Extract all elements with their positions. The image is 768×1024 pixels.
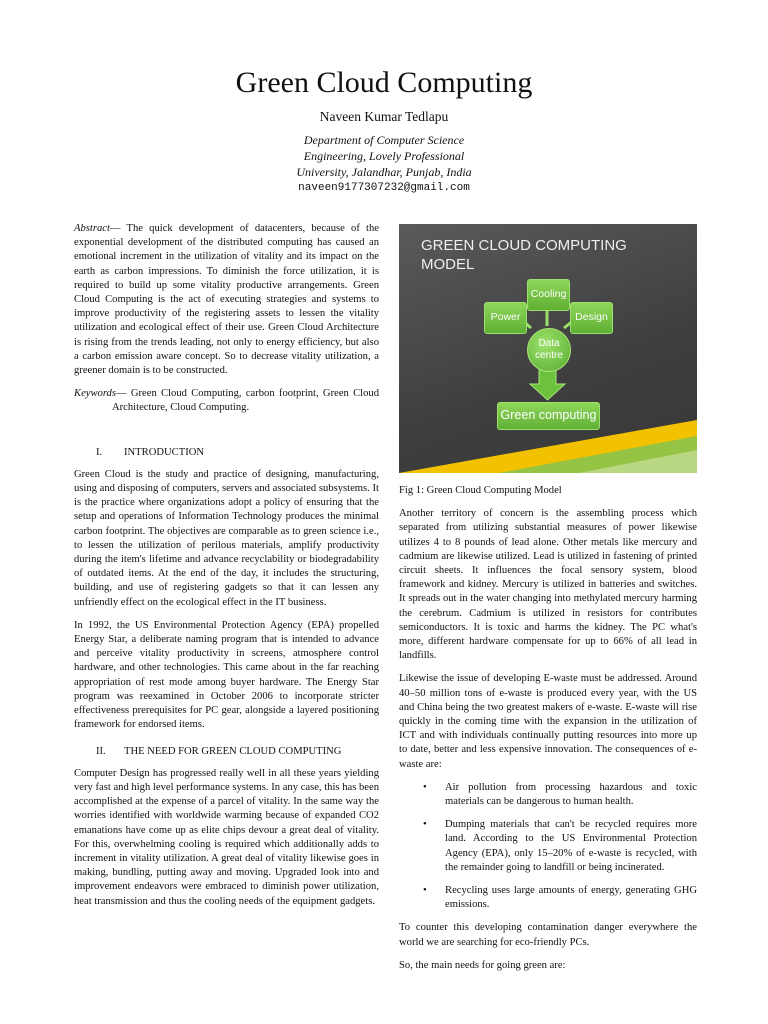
figure-caption: Fig 1: Green Cloud Computing Model [399, 485, 562, 496]
section-heading [74, 745, 379, 759]
paragraph: Computer Design has progressed really well in all these years yielding very fast and high level performance systems. In any case, this has been accomplished at the expense of a parcel of vitality. In the same way the worries identified with worldwide warming because of expanded CO2 emanations have come up as elite chips devour a great deal of vitality. For this, overwhelming cooling is required which additionally adds to increment in vitality utilization. A great deal of vitality likewise goes in making, bundling, putting away and moving. Upgraded look into and improvement endeavors were embraced to diminish power utilization, heat transmission and thus the cooling needs of the equipment gadgets. [74, 767, 379, 907]
list-item: • Air pollution from processing hazardous and toxic materials can be dangerous to human health. [445, 781, 697, 809]
paragraph: Another territory of concern is the assembling process which separated from utilizing substantial measures of power likewise utilizes 4 to 8 pounds of lead alone. Other metals like mercury and cadmium are likewise utilized. Lead is utilized in fastening of printed circuit sheets. It influences the focal sensory system, blood framework and kidney. Mercury is utilized in batteries and switches. It spreads out in the water changing into methylated mercury harming the cerebrum. Cadmium is utilized in resistors for contributes semiconductors. It is toxic and harms the kidney. The PC what's more, different hardware compensate for up to 66% of all lead in landfills. [399, 508, 697, 662]
paragraph: Green Cloud is the study and practice of designing, manufacturing, using and disposing of computers, servers and associated subsystems. It is the practice where organizations adopt a policy of ensuring that the setup and operations of Information Technology produces the minimal carbon footprint. The objectives are comparable as to green science i.e., to lessen the utilization of perilous materials, amplify productivity during the item's lifetime and advance recyclability or biodegradability of outdated items. At the end of the day, it includes the structuring, building, and use of registering gadgets so that it can lessen any unfriendly effect on the ecological effect in the IT business. [74, 468, 379, 608]
affiliation-line: Department of Computer Science [303, 133, 465, 147]
node-green-computing: Green computing [497, 402, 600, 430]
node-power: Power [484, 302, 527, 334]
abstract-text: — The quick development of datacenters, because of the exponential development of the distributed computing has caused an emotional increment in the utilization of vitality and its impact on the earth as carbon impressions. To diminish the force utilization, it is required to build up some vitality productive arrangements. Green Cloud Computing is the act of executing strategies and systems to improve productivity of the registering assets to lessen the vitality utilization and ecological effect of their use. Green Cloud Architecture is rising from the trends leading, not only to energy efficiency, but also a carbon emission aware concept. So to decrease vitality utilization, a greener domain is to be constructed. [74, 223, 379, 377]
list-item: • Recycling uses large amounts of energy, generating GHG emissions. [445, 884, 697, 912]
section-heading [74, 446, 379, 460]
node-label: Data [538, 338, 560, 349]
left-column [74, 222, 379, 918]
section-title: THE NEED FOR GREEN CLOUD COMPUTING [124, 745, 342, 757]
bullet-list [399, 781, 697, 913]
author-name: Naveen Kumar Tedlapu [319, 109, 449, 124]
affiliation-block [0, 132, 768, 196]
node-design: Design [570, 302, 613, 334]
paper-title: Green Cloud Computing [235, 66, 533, 99]
abstract-label: Abstract [74, 223, 110, 234]
keywords [74, 387, 379, 415]
figure-green-cloud-model [399, 224, 697, 473]
list-item: • Dumping materials that can't be recycled requires more land. According to the US Environmental Protection Agency (EPA), only 15–20% of e-waste is recycled, with the remainder going to landfill or being incinerated. [445, 818, 697, 875]
keywords-label: Keywords [74, 388, 116, 400]
author-email: naveen9177307232@gmail.com [298, 182, 470, 194]
right-column [399, 484, 697, 982]
figure-title-line: GREEN CLOUD COMPUTING [421, 237, 627, 254]
section-number: II. [96, 745, 106, 757]
paragraph: So, the main needs for going green are: [399, 959, 566, 971]
affiliation-line: University, Jalandhar, Punjab, India [296, 165, 472, 179]
node-data-centre [527, 328, 571, 372]
section-title: INTRODUCTION [124, 446, 205, 458]
paragraph: Likewise the issue of developing E-waste must be addressed. Around 40–50 million tons of e-waste is produced every year, with the US and China being the two greatest makers of e-waste. E-waste will rise quickly in the coming time with the expansion in the utilization of ICT and with individuals continually putting resources into more up to date, better and less expensive innovation. The consequences of e-waste are: [399, 673, 697, 770]
section-number: I. [96, 446, 103, 458]
node-cooling: Cooling [527, 279, 570, 311]
arrow-down-icon [530, 370, 565, 400]
node-label: centre [535, 350, 563, 361]
affiliation-line: Engineering, Lovely Professional [303, 149, 465, 163]
abstract [74, 222, 379, 378]
paragraph: In 1992, the US Environmental Protection Agency (EPA) propelled Energy Star, a deliberate naming program that is intended to advance and perceive vitality productivity in screens, atmosphere control hardware, and other technologies. This came about in the far reaching appropriation of rest mode among buyer hardware. The Energy Star program was reexamined in October 2006 to incorporate stricter effectiveness prerequisites for PC gear, alongside a layered positioning framework for endorsed items. [74, 619, 379, 731]
figure-title-line: MODEL [421, 256, 475, 273]
keywords-text: — Green Cloud Computing, carbon footprint, Green Cloud Architecture, Cloud Computing. [112, 388, 379, 414]
paragraph: To counter this developing contamination danger everywhere the world we are searching for eco-friendly PCs. [399, 922, 697, 948]
